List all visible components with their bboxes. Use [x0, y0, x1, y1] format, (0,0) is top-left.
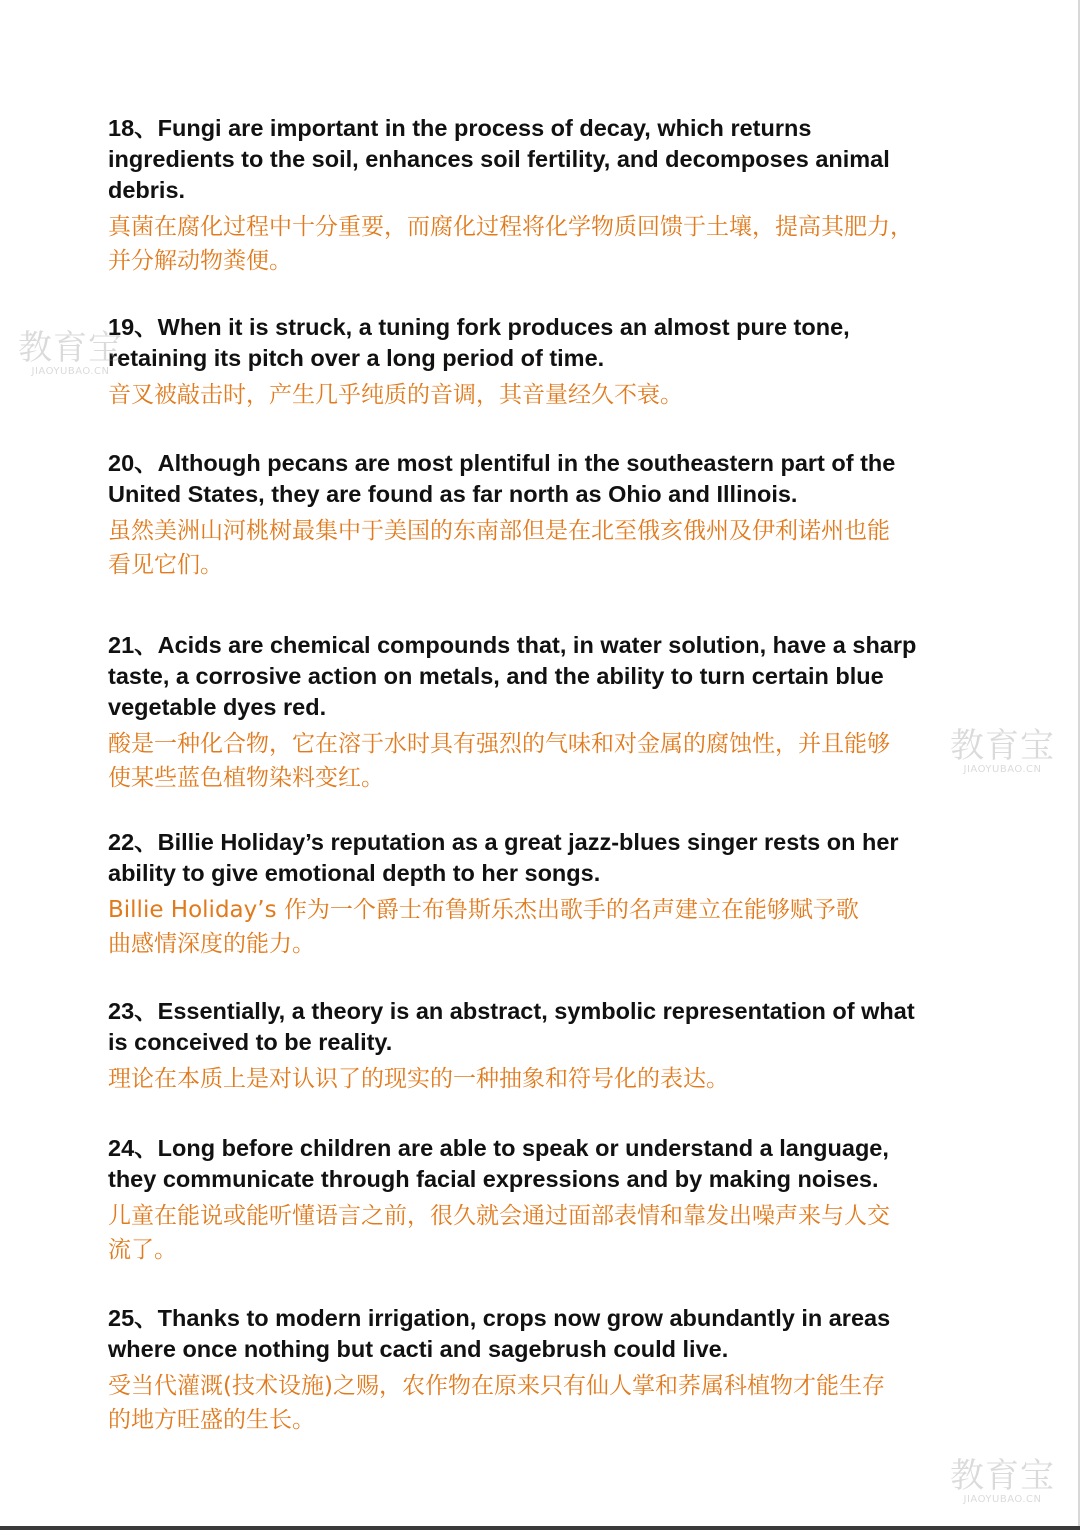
watermark-logo-text: 教育宝	[950, 726, 1055, 766]
watermark-logo-text: 教育宝	[950, 1456, 1055, 1496]
chinese-translation: 受当代灌溉(技术设施)之赐，农作物在原来只有仙人掌和荞属科植物才能生存 的地方旺盛的生长。	[108, 1373, 885, 1433]
watermark-right-bottom	[950, 1458, 1055, 1506]
sentence-24	[108, 1133, 993, 1267]
chinese-translation: 音叉被敲击时，产生几乎纯质的音调，其音量经久不衰。	[108, 382, 683, 408]
english-sentence: 23、Essentially, a theory is an abstract, symbolic representation of what is conceived to be reality.	[108, 998, 915, 1055]
sentence-21	[108, 630, 993, 795]
chinese-translation: 虽然美洲山河桃树最集中于美国的东南部但是在北至俄亥俄州及伊利诺州也能 看见它们。	[108, 518, 890, 578]
chinese-translation: 酸是一种化合物，它在溶于水时具有强烈的气味和对金属的腐蚀性，并且能够 使某些蓝色植物染料变红。	[108, 731, 890, 791]
english-sentence: 18、Fungi are important in the process of decay, which returns ingredients to the soil, enhances soil fertility, and decomposes animal debris.	[108, 115, 890, 203]
sentence-23	[108, 996, 993, 1096]
chinese-translation: Billie Holiday’s 作为一个爵士布鲁斯乐杰出歌手的名声建立在能够赋予歌 曲感情深度的能力。	[108, 897, 859, 957]
sentence-19	[108, 312, 993, 412]
english-sentence: 21、Acids are chemical compounds that, in water solution, have a sharp taste, a corrosive action on metals, and the ability to turn certain blue vegetable dyes red.	[108, 632, 917, 720]
watermark-url: JIAOYUBAO.CN	[31, 366, 110, 377]
watermark-logo-text: 教育宝	[18, 328, 123, 368]
sentence-18	[108, 113, 993, 278]
english-sentence: 20、Although pecans are most plentiful in the southeastern part of the United States, they are found as far north as Ohio and Illinois.	[108, 450, 896, 507]
sentence-25	[108, 1303, 993, 1437]
watermark-url: JIAOYUBAO.CN	[963, 764, 1042, 775]
watermark-url: JIAOYUBAO.CN	[963, 1494, 1042, 1505]
english-sentence: 24、Long before children are able to speak or understand a language, they communicate through facial expressions and by making noises.	[108, 1135, 889, 1192]
english-sentence: 19、When it is struck, a tuning fork produces an almost pure tone, retaining its pitch over a long period of time.	[108, 314, 850, 371]
english-sentence: 25、Thanks to modern irrigation, crops now grow abundantly in areas where once nothing but cacti and sagebrush could live.	[108, 1305, 891, 1362]
chinese-translation: 儿童在能说或能听懂语言之前，很久就会通过面部表情和靠发出噪声来与人交 流了。	[108, 1203, 890, 1263]
chinese-translation: 理论在本质上是对认识了的现实的一种抽象和符号化的表达。	[108, 1066, 729, 1092]
sentence-22	[108, 827, 993, 961]
chinese-translation: 真菌在腐化过程中十分重要，而腐化过程将化学物质回馈于土壤，提高其肥力， 并分解动物粪便。	[108, 214, 913, 274]
english-sentence: 22、Billie Holiday’s reputation as a great jazz-blues singer rests on her ability to give emotional depth to her songs.	[108, 829, 899, 886]
page-edge-bottom	[0, 1526, 1080, 1530]
sentence-20	[108, 448, 993, 582]
